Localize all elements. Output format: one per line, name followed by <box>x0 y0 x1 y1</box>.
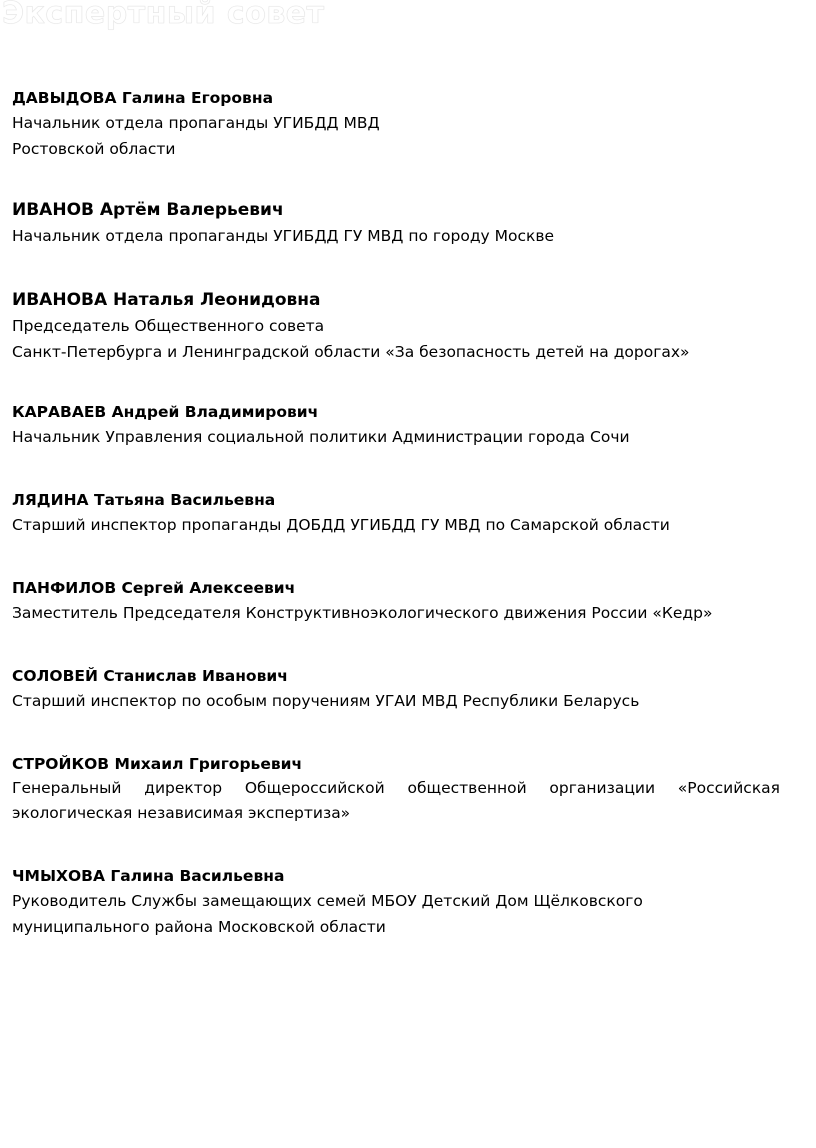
member-role-line: Начальник отдела пропаганды УГИБДД МВД <box>12 114 380 132</box>
member-entry <box>12 287 690 365</box>
member-entry <box>12 400 630 450</box>
member-entry <box>12 488 670 538</box>
member-role-line: Председатель Общественного совета <box>12 317 325 335</box>
page-title: Экспертный совет <box>2 0 325 31</box>
member-role-line: Генеральный директор Общероссийской общественной организации «Российская <box>12 779 780 797</box>
member-role-line: экологическая независимая экспертиза» <box>12 804 351 822</box>
member-name: ЛЯДИНА Татьяна Васильевна <box>12 491 276 509</box>
member-entry <box>12 86 380 162</box>
member-name: КАРАВАЕВ Андрей Владимирович <box>12 403 319 421</box>
member-role-line: Руководитель Службы замещающих семей МБОУ Детский Дом Щёлковского <box>12 892 643 910</box>
member-name: ИВАНОВ Артём Валерьевич <box>12 200 284 220</box>
member-name: ПАНФИЛОВ Сергей Алексеевич <box>12 579 296 597</box>
member-name: ИВАНОВА Наталья Леонидовна <box>12 290 321 310</box>
member-role-line: Заместитель Председателя Конструктивноэкологического движения России «Кедр» <box>12 604 713 622</box>
member-entry <box>12 864 643 940</box>
member-role-line: Ростовской области <box>12 140 176 158</box>
member-name: СТРОЙКОВ Михаил Григорьевич <box>12 755 303 773</box>
member-entry <box>12 664 639 714</box>
member-role-line: Санкт-Петербурга и Ленинградской области «За безопасность детей на дорогах» <box>12 343 690 361</box>
member-name: ЧМЫХОВА Галина Васильевна <box>12 867 285 885</box>
member-role-line: Начальник отдела пропаганды УГИБДД ГУ МВД по городу Москве <box>12 227 555 245</box>
member-name: СОЛОВЕЙ Станислав Иванович <box>12 667 288 685</box>
member-role-line: Старший инспектор пропаганды ДОБДД УГИБДД ГУ МВД по Самарской области <box>12 516 670 534</box>
member-role-line: Старший инспектор по особым поручениям УГАИ МВД Республики Беларусь <box>12 692 640 710</box>
member-entry <box>12 752 780 826</box>
member-name: ДАВЫДОВА Галина Егоровна <box>12 89 274 107</box>
member-role-line: Начальник Управления социальной политики Администрации города Сочи <box>12 428 630 446</box>
member-entry <box>12 576 712 626</box>
member-entry <box>12 197 554 249</box>
member-role-line: муниципального района Московской области <box>12 918 386 936</box>
